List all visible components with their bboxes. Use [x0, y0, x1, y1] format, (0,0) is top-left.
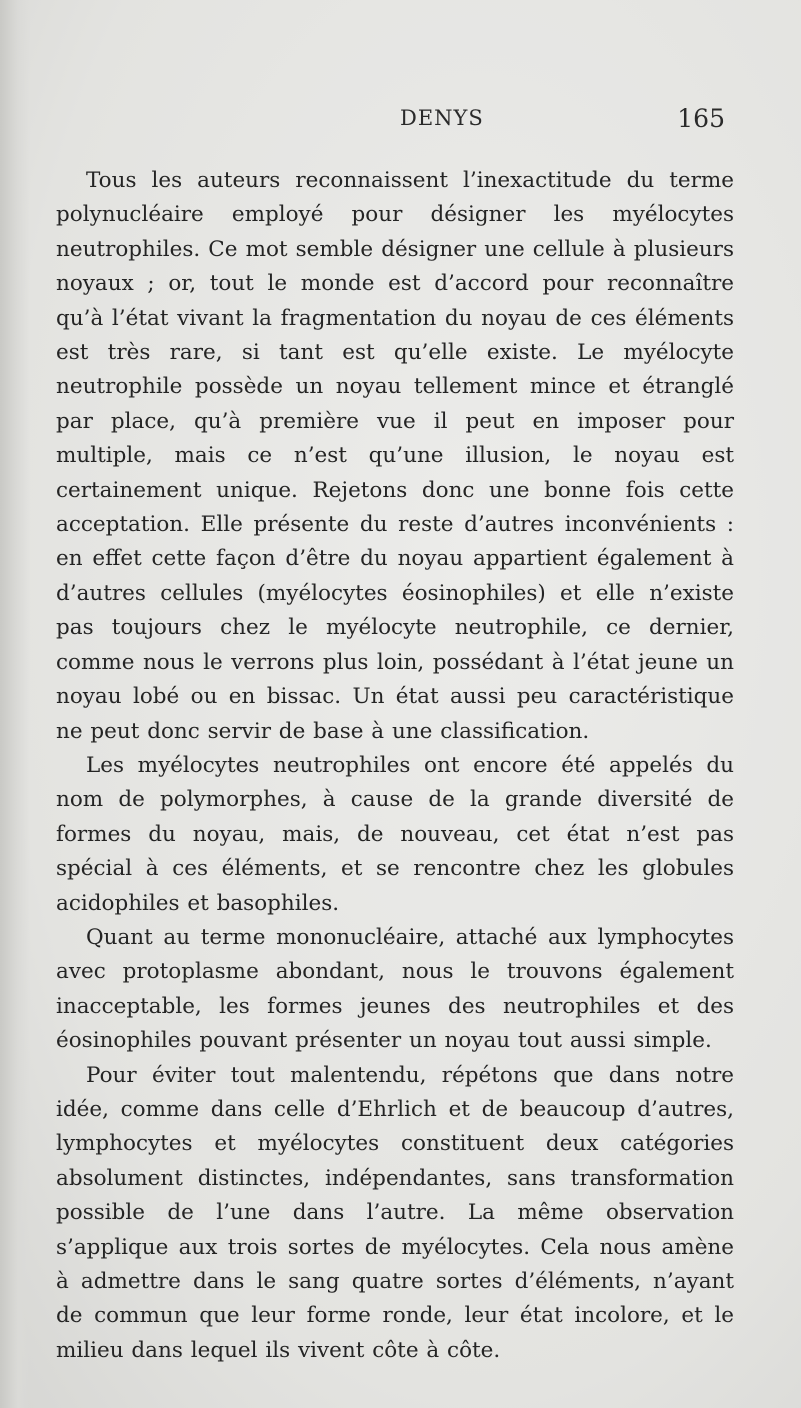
paragraph-3: Quant au terme mononucléaire, attaché aux lymphocytes avec protoplasme abondant, nous le trouvons également inacceptable, les formes jeunes des neutrophiles et des éosinophiles pouvant présenter un noyau tout aussi simple.	[56, 924, 734, 1054]
body-text	[56, 164, 734, 1368]
page-number: 165	[677, 104, 725, 133]
page-header	[0, 106, 801, 136]
page-gutter-shadow	[0, 0, 30, 1408]
running-head: DENYS	[400, 106, 484, 130]
paragraph-2: Les myélocytes neutrophiles ont encore été appelés du nom de polymorphes, à cause de la grande diversité de formes du noyau, mais, de nouveau, cet état n’est pas spécial à ces éléments, et se rencontre chez les globules acidophiles et basophiles.	[56, 752, 734, 916]
paragraph-4: Pour éviter tout malentendu, répétons que dans notre idée, comme dans celle d’Ehrlich et de beaucoup d’autres, lymphocytes et myélocytes constituent deux catégories absolument distinctes, indépendantes, sans transformation possible de l’une dans l’autre. La même observation s’applique aux trois sortes de myélocytes. Cela nous amène à admettre dans le sang quatre sortes d’éléments, n’ayant de commun que leur forme ronde, leur état incolore, et le milieu dans lequel ils vivent côte à côte.	[56, 1062, 734, 1363]
paragraph-1: Tous les auteurs reconnaissent l’inexactitude du terme polynucléaire employé pour désigner les myélocytes neutrophiles. Ce mot semble désigner une cellule à plusieurs noyaux ; or, tout le monde est d’accord pour reconnaître qu’à l’état vivant la fragmentation du noyau de ces éléments est très rare, si tant est qu’elle existe. Le myélocyte neutrophile possède un noyau tellement mince et étranglé par place, qu’à première vue il peut en imposer pour multiple, mais ce n’est qu’une illusion, le noyau est certainement unique. Rejetons donc une bonne fois cette acceptation. Elle présente du reste d’autres inconvénients : en effet cette façon d’être du noyau appartient également à d’autres cellules (myélocytes éosinophiles) et elle n’existe pas toujours chez le myélocyte neutrophile, ce dernier, comme nous le verrons plus loin, possédant à l’état jeune un noyau lobé ou en bissac. Un état aussi peu caractéristique ne peut donc servir de base à une classification.	[56, 168, 734, 744]
